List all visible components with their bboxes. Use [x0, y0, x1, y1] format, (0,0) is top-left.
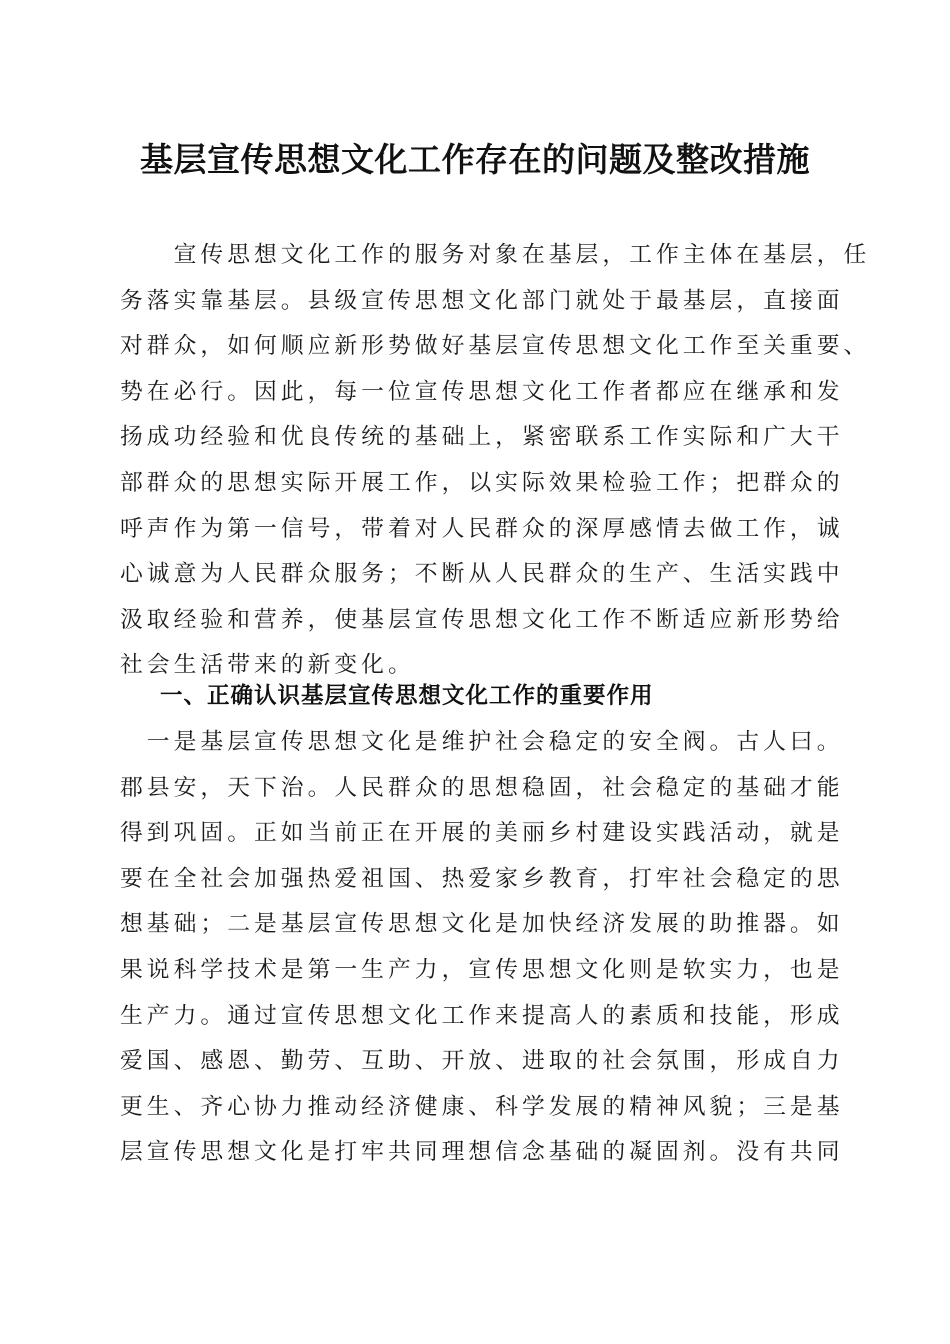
intro-line: 呼声作为第一信号，带着对人民群众的深厚感情去做工作，诚 [120, 515, 844, 542]
section-line: 要在全社会加强热爱祖国、热爱家乡教育，打牢社会稳定的思 [120, 865, 844, 892]
intro-line: 部群众的思想实际开展工作，以实际效果检验工作；把群众的 [120, 469, 844, 496]
section-line: 得到巩固。正如当前正在开展的美丽乡村建设实践活动，就是 [120, 820, 844, 847]
section-heading: 一、正确认识基层宣传思想文化工作的重要作用 [160, 683, 654, 709]
section-line: 一是基层宣传思想文化是维护社会稳定的安全阀。古人曰。 [120, 729, 844, 755]
intro-paragraph [120, 233, 871, 689]
section-line: 想基础；二是基层宣传思想文化是加快经济发展的助推器。如 [120, 911, 844, 938]
intro-line: 势在必行。因此，每一位宣传思想文化工作者都应在继承和发 [120, 378, 844, 405]
section-line: 更生、齐心协力推动经济健康、科学发展的精神风貌；三是基 [120, 1093, 844, 1120]
section-line: 果说科学技术是第一生产力，宣传思想文化则是软实力，也是 [120, 956, 844, 983]
section-line: 层宣传思想文化是打牢共同理想信念基础的凝固剂。没有共同 [120, 1139, 844, 1166]
intro-line: 对群众，如何顺应新形势做好基层宣传思想文化工作至关重要、 [120, 333, 871, 360]
intro-line: 心诚意为人民群众服务；不断从人民群众的生产、生活实践中 [120, 561, 844, 588]
document-title: 基层宣传思想文化工作存在的问题及整改措施 [140, 140, 810, 179]
section-line: 生产力。通过宣传思想文化工作来提高人的素质和技能，形成 [120, 1002, 844, 1029]
section-line: 郡县安，天下治。人民群众的思想稳固，社会稳定的基础才能 [120, 774, 844, 801]
intro-line: 汲取经验和营养，使基层宣传思想文化工作不断适应新形势给 [120, 606, 844, 633]
section-line: 爱国、感恩、勤劳、互助、开放、进取的社会氛围，形成自力 [120, 1048, 844, 1075]
intro-line: 务落实靠基层。县级宣传思想文化部门就处于最基层，直接面 [120, 287, 844, 314]
intro-line: 社会生活带来的新变化。 [120, 652, 415, 679]
intro-line: 宣传思想文化工作的服务对象在基层，工作主体在基层，任 [120, 242, 871, 268]
intro-line: 扬成功经验和优良传统的基础上，紧密联系工作实际和广大干 [120, 424, 844, 451]
section-paragraph [120, 720, 844, 1176]
